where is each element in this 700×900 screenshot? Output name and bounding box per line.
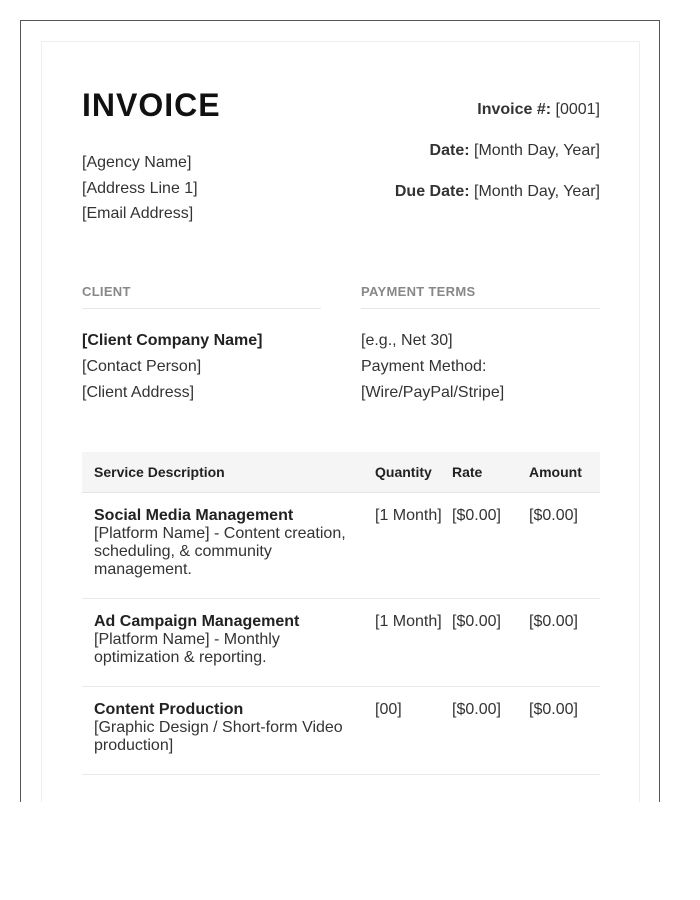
amount-cell: [$0.00]	[521, 599, 600, 687]
quantity-cell: [1 Month]	[363, 599, 448, 687]
services-table	[82, 452, 600, 775]
service-description-cell	[82, 599, 363, 687]
rate-cell: [$0.00]	[448, 599, 521, 687]
invoice-number-label: Invoice #:	[477, 101, 552, 118]
table-row	[82, 493, 600, 599]
client-company: [Client Company Name]	[82, 332, 263, 349]
invoice-meta	[395, 100, 600, 223]
invoice-date-label: Date:	[429, 142, 470, 159]
payment-terms-heading: PAYMENT TERMS	[361, 284, 600, 309]
invoice-number-row	[395, 100, 600, 141]
table-row	[82, 687, 600, 775]
quantity-cell: [00]	[363, 687, 448, 775]
service-description-cell	[82, 493, 363, 599]
due-date-value: [Month Day, Year]	[469, 183, 600, 200]
payment-method-value: [Wire/PayPal/Stripe]	[361, 384, 505, 401]
quantity-cell: [1 Month]	[363, 493, 448, 599]
amount-cell: [$0.00]	[521, 687, 600, 775]
invoice-date-value: [Month Day, Year]	[469, 142, 600, 159]
amount-cell: [$0.00]	[521, 493, 600, 599]
rate-cell: [$0.00]	[448, 493, 521, 599]
header-quantity: Quantity	[363, 452, 448, 493]
client-address: [Client Address]	[82, 384, 195, 401]
agency-email: [Email Address]	[82, 205, 194, 222]
service-detail: [Platform Name] - Monthly optimization & reporting.	[94, 631, 280, 666]
payment-terms-section	[361, 284, 600, 406]
invoice-title: INVOICE	[82, 87, 221, 123]
invoice-number-value: [0001]	[551, 101, 600, 118]
agency-address: [Address Line 1]	[82, 179, 198, 197]
table-row	[82, 599, 600, 687]
header-amount: Amount	[521, 452, 600, 493]
client-contact: [Contact Person]	[82, 358, 202, 375]
due-date-row	[395, 182, 600, 223]
payment-method-label: Payment Method:	[361, 358, 487, 375]
due-date-label: Due Date:	[394, 183, 470, 200]
payment-terms-value: [e.g., Net 30]	[361, 332, 453, 349]
rate-cell: [$0.00]	[448, 687, 521, 775]
client-section	[82, 284, 321, 406]
service-detail: [Platform Name] - Content creation, scheduling, & community management.	[94, 525, 346, 578]
client-heading: CLIENT	[82, 284, 321, 309]
service-description-cell	[82, 687, 363, 775]
invoice-date-row	[395, 141, 600, 182]
services-table-wrap	[82, 452, 600, 775]
service-detail: [Graphic Design / Short-form Video production]	[94, 719, 343, 754]
header-service-description: Service Description	[82, 452, 363, 493]
service-name: Content Production	[94, 701, 244, 718]
header-rate: Rate	[448, 452, 521, 493]
agency-name: [Agency Name]	[82, 154, 192, 171]
agency-info	[82, 150, 198, 227]
table-header-row	[82, 452, 600, 493]
service-name: Social Media Management	[94, 507, 294, 524]
service-name: Ad Campaign Management	[94, 613, 300, 630]
